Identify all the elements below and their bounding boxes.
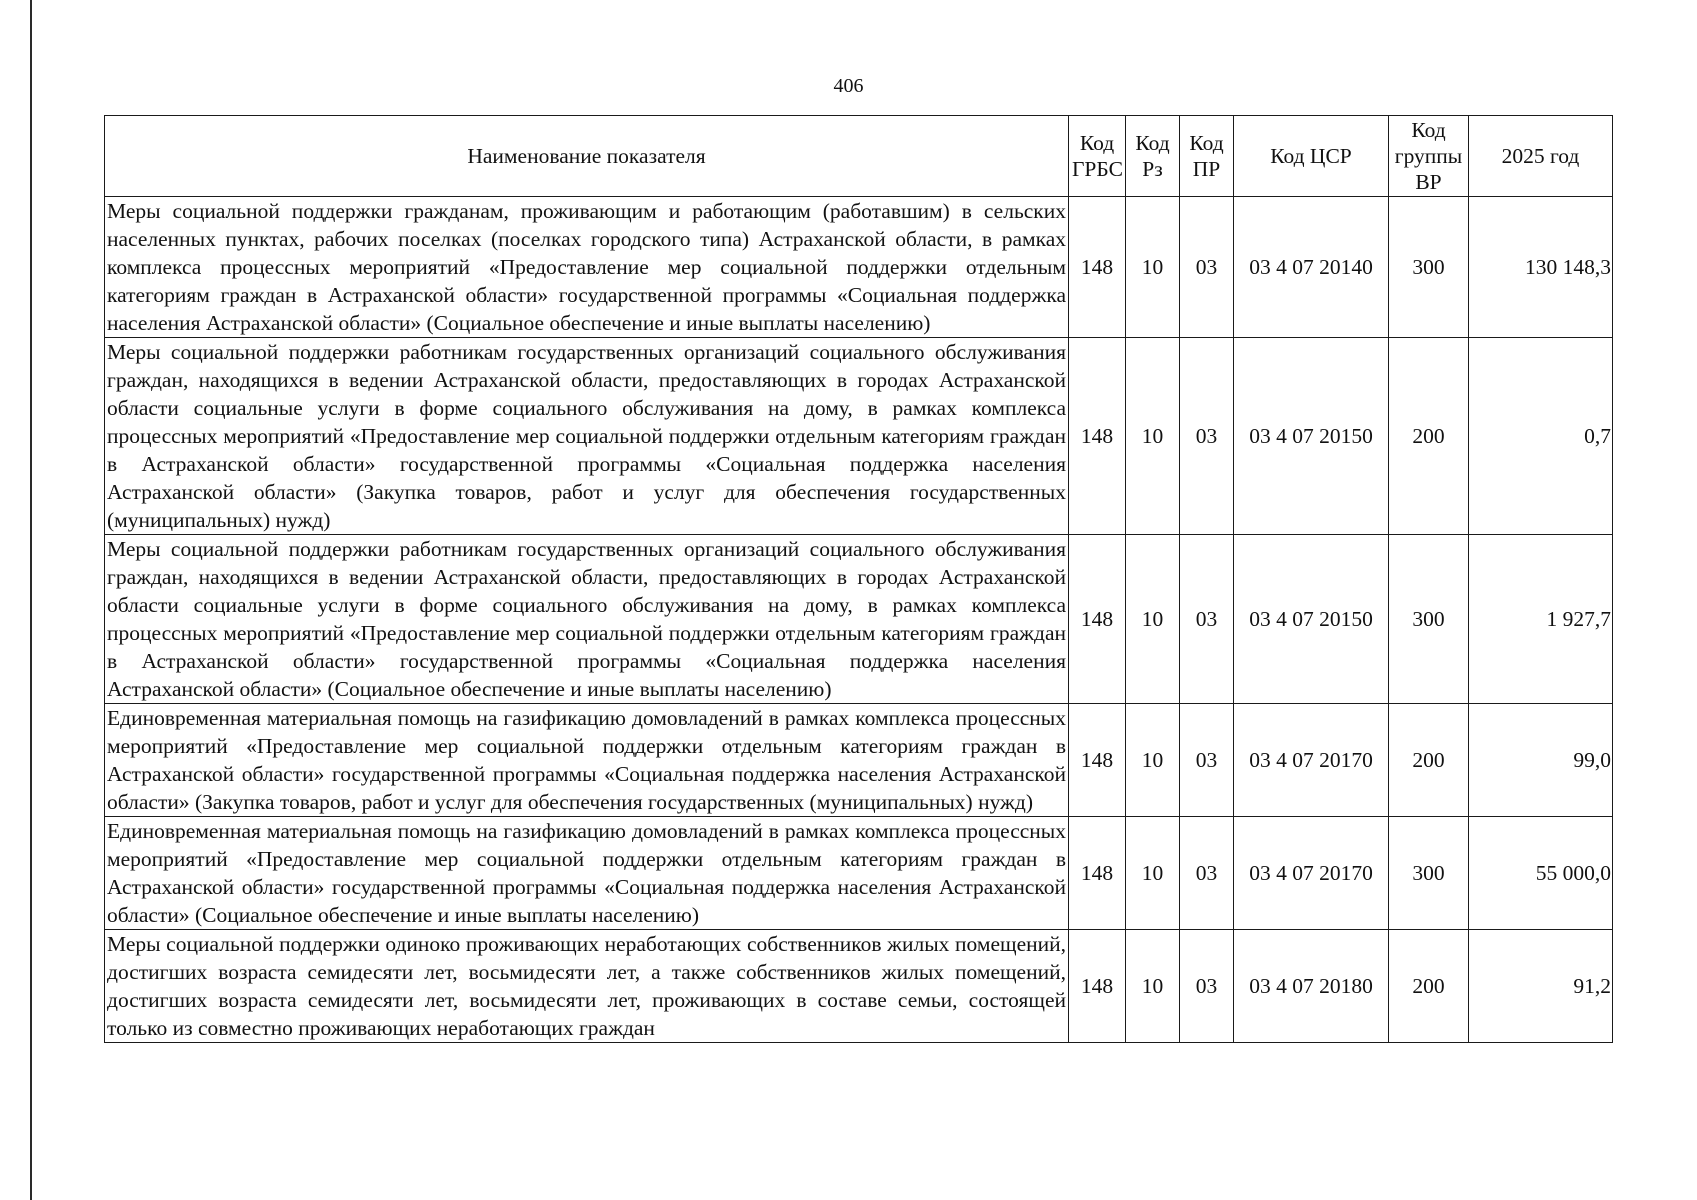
row-pr: 03 — [1180, 197, 1234, 338]
row-amount: 1 927,7 — [1469, 535, 1613, 704]
row-rz: 10 — [1126, 535, 1180, 704]
page-number: 406 — [833, 75, 864, 97]
row-amount: 99,0 — [1469, 704, 1613, 817]
row-name-text: Меры социальной поддержки одиноко проживающих неработающих собственников жилых помещений, достигших возраста семидесяти лет, восьмидесяти лет, а также собственников жилых помещений, достигших возраста семидесяти лет, восьмидесяти лет, проживающих в составе семьи, состоящей только из совместно проживающих неработающих граждан — [107, 932, 1066, 1040]
row-name: Единовременная материальная помощь на газификацию домовладений в рамках комплекса процессных мероприятий «Предоставление мер социальной поддержки отдельным категориям граждан в Астраханской области» государственной программы «Социальная поддержка населения Астраханской области» (Закупка товаров, работ и услуг для обеспечения государственных (муниципальных) нужд) — [105, 704, 1069, 817]
row-grbs: 148 — [1069, 704, 1126, 817]
table-row — [105, 338, 1613, 535]
row-rz: 10 — [1126, 930, 1180, 1043]
header-csr: Код ЦСР — [1234, 116, 1389, 197]
row-rz: 10 — [1126, 197, 1180, 338]
row-csr: 03 4 07 20180 — [1234, 930, 1389, 1043]
row-rz: 10 — [1126, 704, 1180, 817]
table-row — [105, 704, 1613, 817]
row-vr: 200 — [1389, 704, 1469, 817]
header-grbs: Код ГРБС — [1069, 116, 1126, 197]
row-pr: 03 — [1180, 535, 1234, 704]
row-csr: 03 4 07 20170 — [1234, 704, 1389, 817]
table-row — [105, 197, 1613, 338]
header-rz: Код Рз — [1126, 116, 1180, 197]
row-grbs: 148 — [1069, 817, 1126, 930]
table-header-row — [105, 116, 1613, 197]
header-year: 2025 год — [1469, 116, 1613, 197]
row-name: Меры социальной поддержки работникам государственных организаций социального обслуживания граждан, находящихся в ведении Астраханской области, предоставляющих в городах Астраханской области социальные услуги в форме социального обслуживания на дому, в рамках комплекса процессных мероприятий «Предоставление мер социальной поддержки отдельным категориям граждан в Астраханской области» государственной программы «Социальная поддержка населения Астраханской области» (Социальное обеспечение и иные выплаты населению) — [105, 535, 1069, 704]
row-pr: 03 — [1180, 704, 1234, 817]
header-pr: Код ПР — [1180, 116, 1234, 197]
row-pr: 03 — [1180, 338, 1234, 535]
row-grbs: 148 — [1069, 930, 1126, 1043]
header-name: Наименование показателя — [105, 116, 1069, 197]
row-pr: 03 — [1180, 817, 1234, 930]
row-amount: 0,7 — [1469, 338, 1613, 535]
row-name: Меры социальной поддержки гражданам, проживающим и работающим (работавшим) в сельских населенных пунктах, рабочих поселках (поселках городского типа) Астраханской области, в рамках комплекса процессных мероприятий «Предоставление мер социальной поддержки отдельным категориям граждан в Астраханской области» государственной программы «Социальная поддержка населения Астраханской области» (Социальное обеспечение и иные выплаты населению) — [105, 197, 1069, 338]
row-name: Меры социальной поддержки работникам государственных организаций социального обслуживания граждан, находящихся в ведении Астраханской области, предоставляющих в городах Астраханской области социальные услуги в форме социального обслуживания на дому, в рамках комплекса процессных мероприятий «Предоставление мер социальной поддержки отдельным категориям граждан в Астраханской области» государственной программы «Социальная поддержка населения Астраханской области» (Закупка товаров, работ и услуг для обеспечения государственных (муниципальных) нужд) — [105, 338, 1069, 535]
row-vr: 300 — [1389, 817, 1469, 930]
row-grbs: 148 — [1069, 535, 1126, 704]
header-vr: Код группы ВР — [1389, 116, 1469, 197]
scan-edge-line — [30, 0, 32, 1200]
row-csr: 03 4 07 20170 — [1234, 817, 1389, 930]
row-amount: 55 000,0 — [1469, 817, 1613, 930]
row-amount: 91,2 — [1469, 930, 1613, 1043]
row-amount: 130 148,3 — [1469, 197, 1613, 338]
row-grbs: 148 — [1069, 338, 1126, 535]
row-name: Единовременная материальная помощь на газификацию домовладений в рамках комплекса процессных мероприятий «Предоставление мер социальной поддержки отдельным категориям граждан в Астраханской области» государственной программы «Социальная поддержка населения Астраханской области» (Социальное обеспечение и иные выплаты населению) — [105, 817, 1069, 930]
table-row — [105, 930, 1613, 1043]
row-rz: 10 — [1126, 338, 1180, 535]
row-rz: 10 — [1126, 817, 1180, 930]
row-csr: 03 4 07 20140 — [1234, 197, 1389, 338]
row-name — [105, 930, 1069, 1043]
row-vr: 200 — [1389, 930, 1469, 1043]
table-row — [105, 817, 1613, 930]
row-vr: 300 — [1389, 197, 1469, 338]
row-csr: 03 4 07 20150 — [1234, 338, 1389, 535]
table-row — [105, 535, 1613, 704]
row-pr: 03 — [1180, 930, 1234, 1043]
row-vr: 300 — [1389, 535, 1469, 704]
budget-table — [104, 115, 1613, 1043]
row-grbs: 148 — [1069, 197, 1126, 338]
row-vr: 200 — [1389, 338, 1469, 535]
row-csr: 03 4 07 20150 — [1234, 535, 1389, 704]
